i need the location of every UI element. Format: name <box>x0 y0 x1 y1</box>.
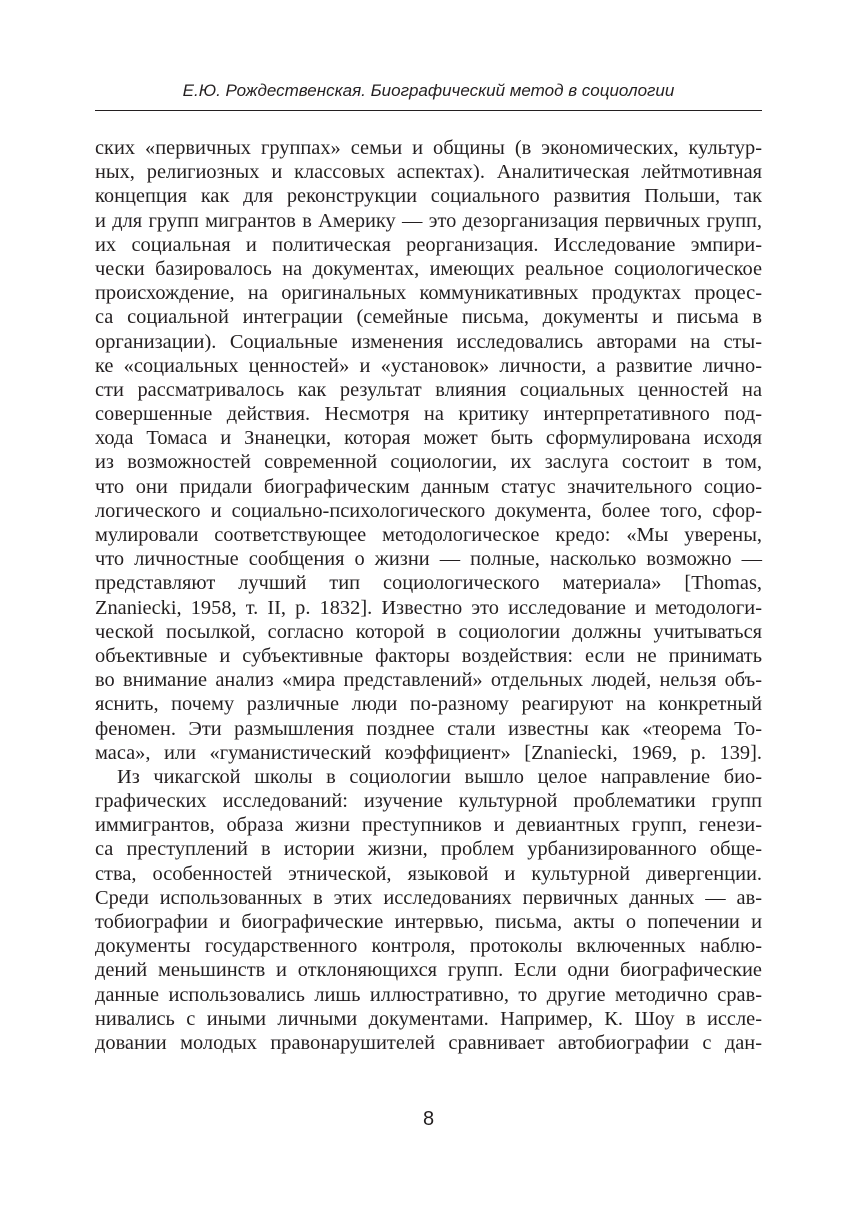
text-line: объективные и субъективные факторы воздействия: если не принимать <box>95 644 762 667</box>
text-line: документы государственного контроля, протоколы включенных наблю- <box>95 935 762 958</box>
text-line: что они придали биографическим данным статус значительного социо- <box>95 475 762 498</box>
text-line: дений меньшинств и отклоняющихся групп. Если одни биографические <box>95 959 762 982</box>
running-title: Е.Ю. Рождественская. Биографический метод в социологии <box>182 81 675 100</box>
text-line: их социальная и политическая реорганизация. Исследование эмпири- <box>95 233 762 256</box>
text-line: ке «социальных ценностей» и «установок» личности, а развитие лично- <box>95 354 762 377</box>
text-line: Среди использованных в этих исследованиях первичных данных — ав- <box>95 886 762 909</box>
text-line: во внимание анализ «мира представлений» отдельных людей, нельзя объ- <box>95 669 762 692</box>
text-line: организации). Социальные изменения исследовались авторами на сты- <box>95 330 762 353</box>
text-line: представляют лучший тип социологического материала» [Thomas, <box>95 572 762 595</box>
text-line: графических исследований: изучение культурной проблематики групп <box>95 790 762 813</box>
text-line: феномен. Эти размышления позднее стали известны как «теорема То- <box>95 717 762 740</box>
text-line: яснить, почему различные люди по-разному реагируют на конкретный <box>95 693 762 716</box>
text-line: иммигрантов, образа жизни преступников и девиантных групп, генези- <box>95 814 762 837</box>
text-line: маса», или «гуманистический коэффициент» [Znaniecki, 1969, p. 139]. <box>95 741 762 764</box>
text-line: нивались с иными личными документами. Например, К. Шоу в иссле- <box>95 1007 762 1030</box>
body-text <box>95 136 762 1055</box>
text-line: мулировали соответствующее методологическое кредо: «Мы уверены, <box>95 524 762 546</box>
text-line: из возможностей современной социологии, их заслуга состоит в том, <box>95 451 762 474</box>
text-line: происхождение, на оригинальных коммуникативных продуктах процес- <box>95 282 762 305</box>
text-line: и для групп мигрантов в Америку — это дезорганизация первичных групп, <box>95 209 762 232</box>
text-line: совершенные действия. Несмотря на критику интерпретативного под- <box>95 403 762 426</box>
text-line: довании молодых правонарушителей сравнивает автобиографии с дан- <box>95 1031 762 1054</box>
text-line: ческой посылкой, согласно которой в социологии должны учитываться <box>95 620 762 643</box>
text-line: тобиографии и биографические интервью, письма, акты о попечении и <box>95 911 762 933</box>
page-number: 8 <box>422 1108 435 1130</box>
text-line: са социальной интеграции (семейные письма, документы и письма в <box>95 306 762 329</box>
paragraph <box>95 136 762 765</box>
text-line: чески базировалось на документах, имеющих реальное социологическое <box>95 257 762 280</box>
text-line: сти рассматривалось как результат влияния социальных ценностей на <box>95 378 762 401</box>
header-rule <box>95 110 762 111</box>
text-line: ских «первичных группах» семьи и общины (в экономических, культур- <box>95 137 762 159</box>
text-line: хода Томаса и Знанецки, которая может быть сформулирована исходя <box>95 427 762 450</box>
text-line: данные использовались лишь иллюстративно, то другие методично срав- <box>95 983 762 1006</box>
text-line: са преступлений в истории жизни, проблем урбанизированного обще- <box>95 838 762 861</box>
text-line: Znaniecki, 1958, т. II, p. 1832]. Известно это исследование и методологи- <box>95 596 762 619</box>
text-line: ных, религиозных и классовых аспектах). Аналитическая лейтмотивная <box>95 161 762 184</box>
text-line: ства, особенностей этнической, языковой и культурной дивергенции. <box>95 862 762 885</box>
paragraph <box>95 765 762 1055</box>
text-line: Из чикагской школы в социологии вышло целое направление био- <box>117 765 762 788</box>
text-line: концепция как для реконструкции социального развития Польши, так <box>95 185 762 208</box>
text-line: что личностные сообщения о жизни — полные, насколько возможно — <box>95 548 762 571</box>
text-line: логического и социально-психологического документа, более того, сфор- <box>95 499 762 522</box>
